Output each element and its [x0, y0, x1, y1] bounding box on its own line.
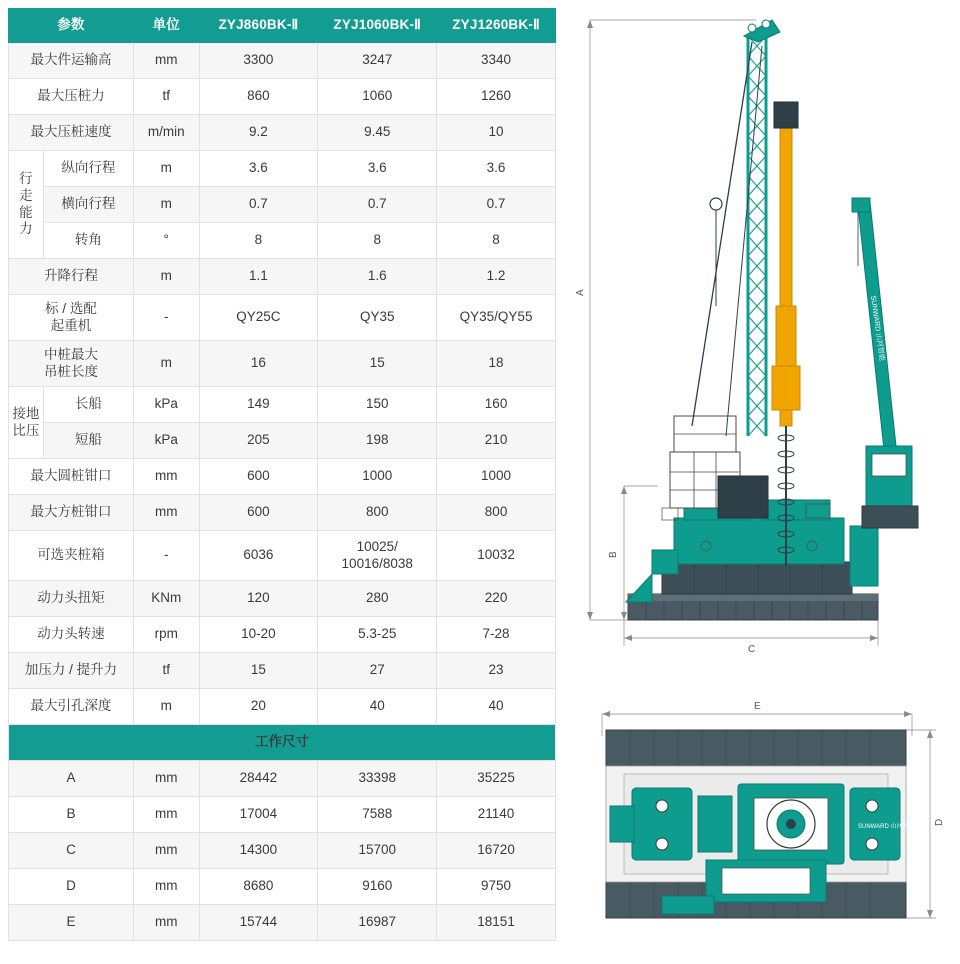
- row-value-2: 800: [318, 495, 437, 531]
- specification-table-container: [8, 8, 556, 941]
- row-value-1: 600: [199, 459, 318, 495]
- row-param-line1: 标 / 选配: [45, 300, 97, 316]
- row-value-2-line2: 10016/8038: [341, 555, 413, 571]
- row-unit: -: [133, 295, 199, 341]
- row-param: 最大压桩速度: [9, 115, 134, 151]
- row-param: 动力头转速: [9, 617, 134, 653]
- row-param: 加压力 / 提升力: [9, 653, 134, 689]
- table-row: [9, 295, 556, 341]
- header-model-1: ZYJ860BK-Ⅱ: [199, 9, 318, 43]
- row-param: 最大圆桩钳口: [9, 459, 134, 495]
- row-value-2: 40: [318, 689, 437, 725]
- table-row: [9, 869, 556, 905]
- row-param: 最大引孔深度: [9, 689, 134, 725]
- row-value-1: 15744: [199, 905, 318, 941]
- row-value-1: 3300: [199, 43, 318, 79]
- row-param: D: [9, 869, 134, 905]
- row-param-line1: 中桩最大: [43, 346, 98, 362]
- row-value-3: 35225: [437, 761, 556, 797]
- row-value-2: 1000: [318, 459, 437, 495]
- row-param: 纵向行程: [43, 151, 133, 187]
- row-value-1: 600: [199, 495, 318, 531]
- row-value-1: QY25C: [199, 295, 318, 341]
- row-value-2: 1060: [318, 79, 437, 115]
- row-value-2: 16987: [318, 905, 437, 941]
- row-value-1: 16: [199, 341, 318, 387]
- row-value-3: 9750: [437, 869, 556, 905]
- side-elevation-svg: [566, 6, 954, 656]
- row-value-2: 280: [318, 581, 437, 617]
- row-param: 横向行程: [43, 187, 133, 223]
- group-char-0: 行: [19, 170, 33, 186]
- row-unit: mm: [133, 869, 199, 905]
- dim-label-a: A: [575, 289, 586, 296]
- group-char-2: 能: [19, 204, 33, 220]
- row-value-2: 7588: [318, 797, 437, 833]
- row-value-1: 28442: [199, 761, 318, 797]
- table-row: [9, 797, 556, 833]
- row-value-2: 1.6: [318, 259, 437, 295]
- table-row: [9, 531, 556, 581]
- row-value-2: QY35: [318, 295, 437, 341]
- row-value-2: 33398: [318, 761, 437, 797]
- row-value-3: 1000: [437, 459, 556, 495]
- row-value-2: 27: [318, 653, 437, 689]
- table-row: [9, 187, 556, 223]
- row-param: C: [9, 833, 134, 869]
- row-value-2-line1: 10025/: [356, 538, 398, 554]
- row-unit: KNm: [133, 581, 199, 617]
- row-param: B: [9, 797, 134, 833]
- row-value-3: 16720: [437, 833, 556, 869]
- row-param-line2: 吊桩长度: [43, 363, 98, 379]
- row-param: 可选夹桩箱: [9, 531, 134, 581]
- row-value-2: 150: [318, 387, 437, 423]
- row-param: A: [9, 761, 134, 797]
- row-value-3: 800: [437, 495, 556, 531]
- row-param: E: [9, 905, 134, 941]
- row-param: 最大方桩钳口: [9, 495, 134, 531]
- dim-label-b: B: [608, 551, 619, 558]
- row-value-3: 40: [437, 689, 556, 725]
- row-value-3: 23: [437, 653, 556, 689]
- operator-cabin-side: [670, 416, 768, 518]
- row-value-1: 6036: [199, 531, 318, 581]
- row-value-3: 3.6: [437, 151, 556, 187]
- row-value-3: 18151: [437, 905, 556, 941]
- row-value-1: 3.6: [199, 151, 318, 187]
- row-unit: m: [133, 259, 199, 295]
- row-param: 最大压桩力: [9, 79, 134, 115]
- row-value-3: 3340: [437, 43, 556, 79]
- row-value-3: 21140: [437, 797, 556, 833]
- table-row: [9, 689, 556, 725]
- row-value-3: 8: [437, 223, 556, 259]
- row-value-1: 17004: [199, 797, 318, 833]
- row-unit: rpm: [133, 617, 199, 653]
- row-value-3: 7-28: [437, 617, 556, 653]
- row-value-1: 20: [199, 689, 318, 725]
- table-row: [9, 459, 556, 495]
- row-param: [9, 341, 134, 387]
- machine-drawings: [566, 6, 954, 956]
- table-row: [9, 151, 556, 187]
- plan-view-svg: [566, 696, 954, 946]
- table-row: [9, 833, 556, 869]
- row-unit: mm: [133, 833, 199, 869]
- row-unit: mm: [133, 495, 199, 531]
- row-param: [9, 295, 134, 341]
- header-unit: 单位: [133, 9, 199, 43]
- table-row: [9, 79, 556, 115]
- table-row: [9, 653, 556, 689]
- group-char-3: 力: [19, 221, 33, 237]
- row-value-3: 10032: [437, 531, 556, 581]
- plan-brand-text: SUNWARD 山河智能: [858, 824, 915, 830]
- row-unit: tf: [133, 79, 199, 115]
- row-value-2: 3.6: [318, 151, 437, 187]
- row-value-2: [318, 531, 437, 581]
- kelly-bar-drill: [772, 102, 800, 566]
- row-value-2: 198: [318, 423, 437, 459]
- section-band-label: 工作尺寸: [9, 725, 556, 761]
- table-row: [9, 581, 556, 617]
- row-unit: m: [133, 151, 199, 187]
- row-value-3: 10: [437, 115, 556, 151]
- table-row: [9, 341, 556, 387]
- row-value-2: 9160: [318, 869, 437, 905]
- row-value-3: 210: [437, 423, 556, 459]
- row-unit: m: [133, 689, 199, 725]
- row-value-2: 15700: [318, 833, 437, 869]
- row-unit: °: [133, 223, 199, 259]
- table-row: [9, 423, 556, 459]
- row-unit: mm: [133, 43, 199, 79]
- row-unit: kPa: [133, 387, 199, 423]
- table-header-row: [9, 9, 556, 43]
- row-param: 短船: [43, 423, 133, 459]
- row-unit: mm: [133, 761, 199, 797]
- row-unit: m: [133, 187, 199, 223]
- header-model-3: ZYJ1260BK-Ⅱ: [437, 9, 556, 43]
- specification-table: [8, 8, 556, 941]
- table-row: [9, 761, 556, 797]
- row-param-line2: 起重机: [50, 317, 92, 333]
- row-value-1: 1.1: [199, 259, 318, 295]
- table-row: [9, 115, 556, 151]
- group-line-0: 接地: [12, 405, 40, 421]
- row-value-2: 15: [318, 341, 437, 387]
- row-value-2: 8: [318, 223, 437, 259]
- dim-label-e: E: [754, 701, 761, 712]
- row-value-3: 18: [437, 341, 556, 387]
- row-value-1: 149: [199, 387, 318, 423]
- row-value-1: 14300: [199, 833, 318, 869]
- row-param: 升降行程: [9, 259, 134, 295]
- row-group-walking: [9, 151, 44, 259]
- row-unit: mm: [133, 905, 199, 941]
- row-value-3: 220: [437, 581, 556, 617]
- auxiliary-crane: [852, 198, 918, 528]
- table-row: [9, 905, 556, 941]
- row-value-1: 205: [199, 423, 318, 459]
- row-unit: mm: [133, 459, 199, 495]
- row-unit: m: [133, 341, 199, 387]
- row-value-3: 1260: [437, 79, 556, 115]
- table-row: [9, 43, 556, 79]
- row-value-2: 0.7: [318, 187, 437, 223]
- table-row: [9, 387, 556, 423]
- row-value-1: 860: [199, 79, 318, 115]
- section-band-working-dimensions: [9, 725, 556, 761]
- dim-label-d: D: [934, 818, 945, 826]
- row-value-1: 0.7: [199, 187, 318, 223]
- row-value-3: 1.2: [437, 259, 556, 295]
- plan-view-drawing: [566, 696, 954, 946]
- row-value-2: 9.45: [318, 115, 437, 151]
- table-header: [9, 9, 556, 43]
- row-value-1: 10-20: [199, 617, 318, 653]
- row-value-2: 5.3-25: [318, 617, 437, 653]
- row-param: 最大件运输高: [9, 43, 134, 79]
- table-row: [9, 617, 556, 653]
- row-value-3: QY35/QY55: [437, 295, 556, 341]
- row-unit: -: [133, 531, 199, 581]
- row-unit: m/min: [133, 115, 199, 151]
- group-char-1: 走: [19, 187, 33, 203]
- row-unit: mm: [133, 797, 199, 833]
- table-body: [9, 43, 556, 941]
- table-row: [9, 223, 556, 259]
- header-param: 参数: [9, 9, 134, 43]
- row-value-2: 3247: [318, 43, 437, 79]
- row-value-3: 160: [437, 387, 556, 423]
- row-param: 转角: [43, 223, 133, 259]
- row-value-1: 15: [199, 653, 318, 689]
- row-value-1: 120: [199, 581, 318, 617]
- row-group-ground-pressure: [9, 387, 44, 459]
- lattice-mast: [692, 20, 780, 436]
- row-value-3: 0.7: [437, 187, 556, 223]
- row-unit: kPa: [133, 423, 199, 459]
- row-value-1: 8680: [199, 869, 318, 905]
- header-model-2: ZYJ1060BK-Ⅱ: [318, 9, 437, 43]
- row-param: 长船: [43, 387, 133, 423]
- row-unit: tf: [133, 653, 199, 689]
- group-line-1: 比压: [12, 422, 40, 438]
- table-row: [9, 259, 556, 295]
- dim-label-c: C: [748, 644, 756, 655]
- table-row: [9, 495, 556, 531]
- side-elevation-drawing: [566, 6, 954, 656]
- row-value-1: 9.2: [199, 115, 318, 151]
- row-param: 动力头扭矩: [9, 581, 134, 617]
- row-value-1: 8: [199, 223, 318, 259]
- crane-brand-text: SUNWARD 山河智能: [869, 295, 886, 362]
